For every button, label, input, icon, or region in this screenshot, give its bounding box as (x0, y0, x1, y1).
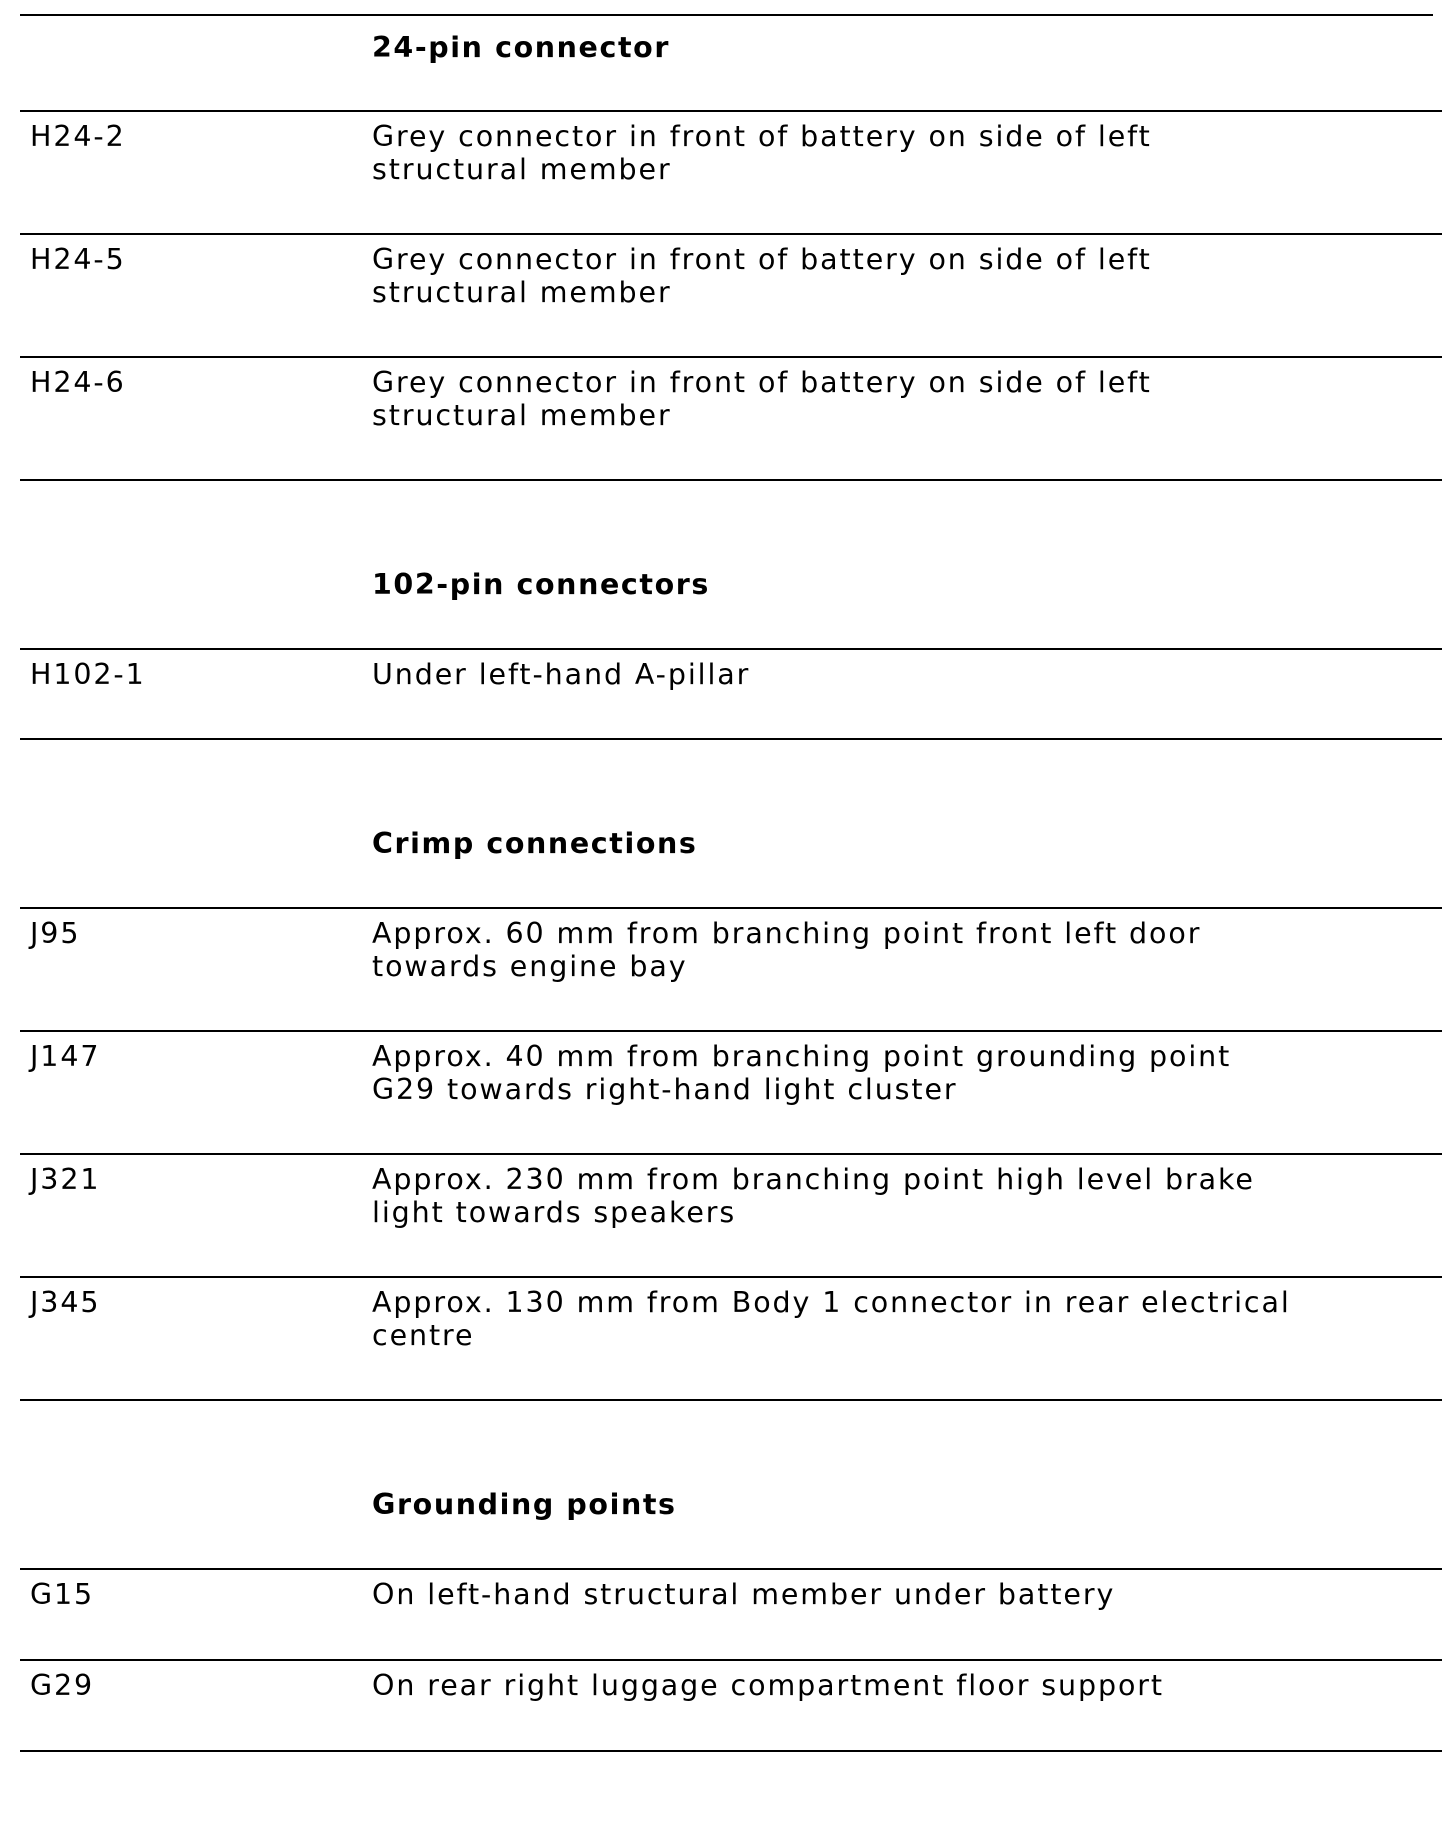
row-description-line-1: Grey connector in front of battery on side of left (372, 243, 1152, 276)
section-end-rule (20, 738, 1442, 740)
section-end-rule (20, 1399, 1442, 1401)
row-code: H24-5 (30, 243, 126, 276)
table-bottom-rule (20, 1750, 1442, 1752)
row-divider (20, 1659, 1442, 1661)
section-end-rule (20, 479, 1442, 481)
row-divider (20, 1568, 1442, 1570)
row-divider (20, 233, 1442, 235)
row-description-line-2: light towards speakers (372, 1196, 737, 1229)
row-code: H24-2 (30, 120, 126, 153)
row-divider (20, 648, 1442, 650)
row-description-line-1: Approx. 130 mm from Body 1 connector in rear electrical (372, 1286, 1291, 1319)
row-description-line-2: structural member (372, 153, 672, 186)
row-description-line-2: structural member (372, 276, 672, 309)
row-code: J321 (30, 1163, 101, 1196)
row-code: G15 (30, 1578, 95, 1611)
row-divider (20, 1153, 1442, 1155)
row-divider (20, 356, 1442, 358)
row-description-line-1: Grey connector in front of battery on side of left (372, 120, 1152, 153)
table-top-rule (20, 14, 1433, 16)
row-description-line-2: centre (372, 1319, 475, 1352)
section-heading-102-pin: 102-pin connectors (372, 568, 710, 601)
row-description-line-2: towards engine bay (372, 950, 688, 983)
section-heading-crimp: Crimp connections (372, 827, 698, 860)
row-code: H102-1 (30, 658, 146, 691)
row-divider (20, 907, 1442, 909)
row-code: J147 (30, 1040, 101, 1073)
row-description-line-1: Grey connector in front of battery on side of left (372, 366, 1152, 399)
row-divider (20, 110, 1442, 112)
row-code: J345 (30, 1286, 101, 1319)
row-description-line-1: On left-hand structural member under battery (372, 1578, 1116, 1611)
row-code: G29 (30, 1669, 95, 1702)
row-description-line-1: Under left-hand A-pillar (372, 658, 751, 691)
row-description-line-2: structural member (372, 399, 672, 432)
row-description-line-1: Approx. 230 mm from branching point high level brake (372, 1163, 1255, 1196)
section-heading-24-pin: 24-pin connector (372, 31, 671, 64)
row-code: H24-6 (30, 366, 126, 399)
row-divider (20, 1276, 1442, 1278)
row-description-line-1: Approx. 40 mm from branching point grounding point (372, 1040, 1232, 1073)
row-description-line-2: G29 towards right-hand light cluster (372, 1073, 958, 1106)
row-divider (20, 1030, 1442, 1032)
row-description-line-1: Approx. 60 mm from branching point front left door (372, 917, 1202, 950)
row-code: J95 (30, 917, 81, 950)
row-description-line-1: On rear right luggage compartment floor support (372, 1669, 1164, 1702)
section-heading-grounding: Grounding points (372, 1488, 677, 1521)
